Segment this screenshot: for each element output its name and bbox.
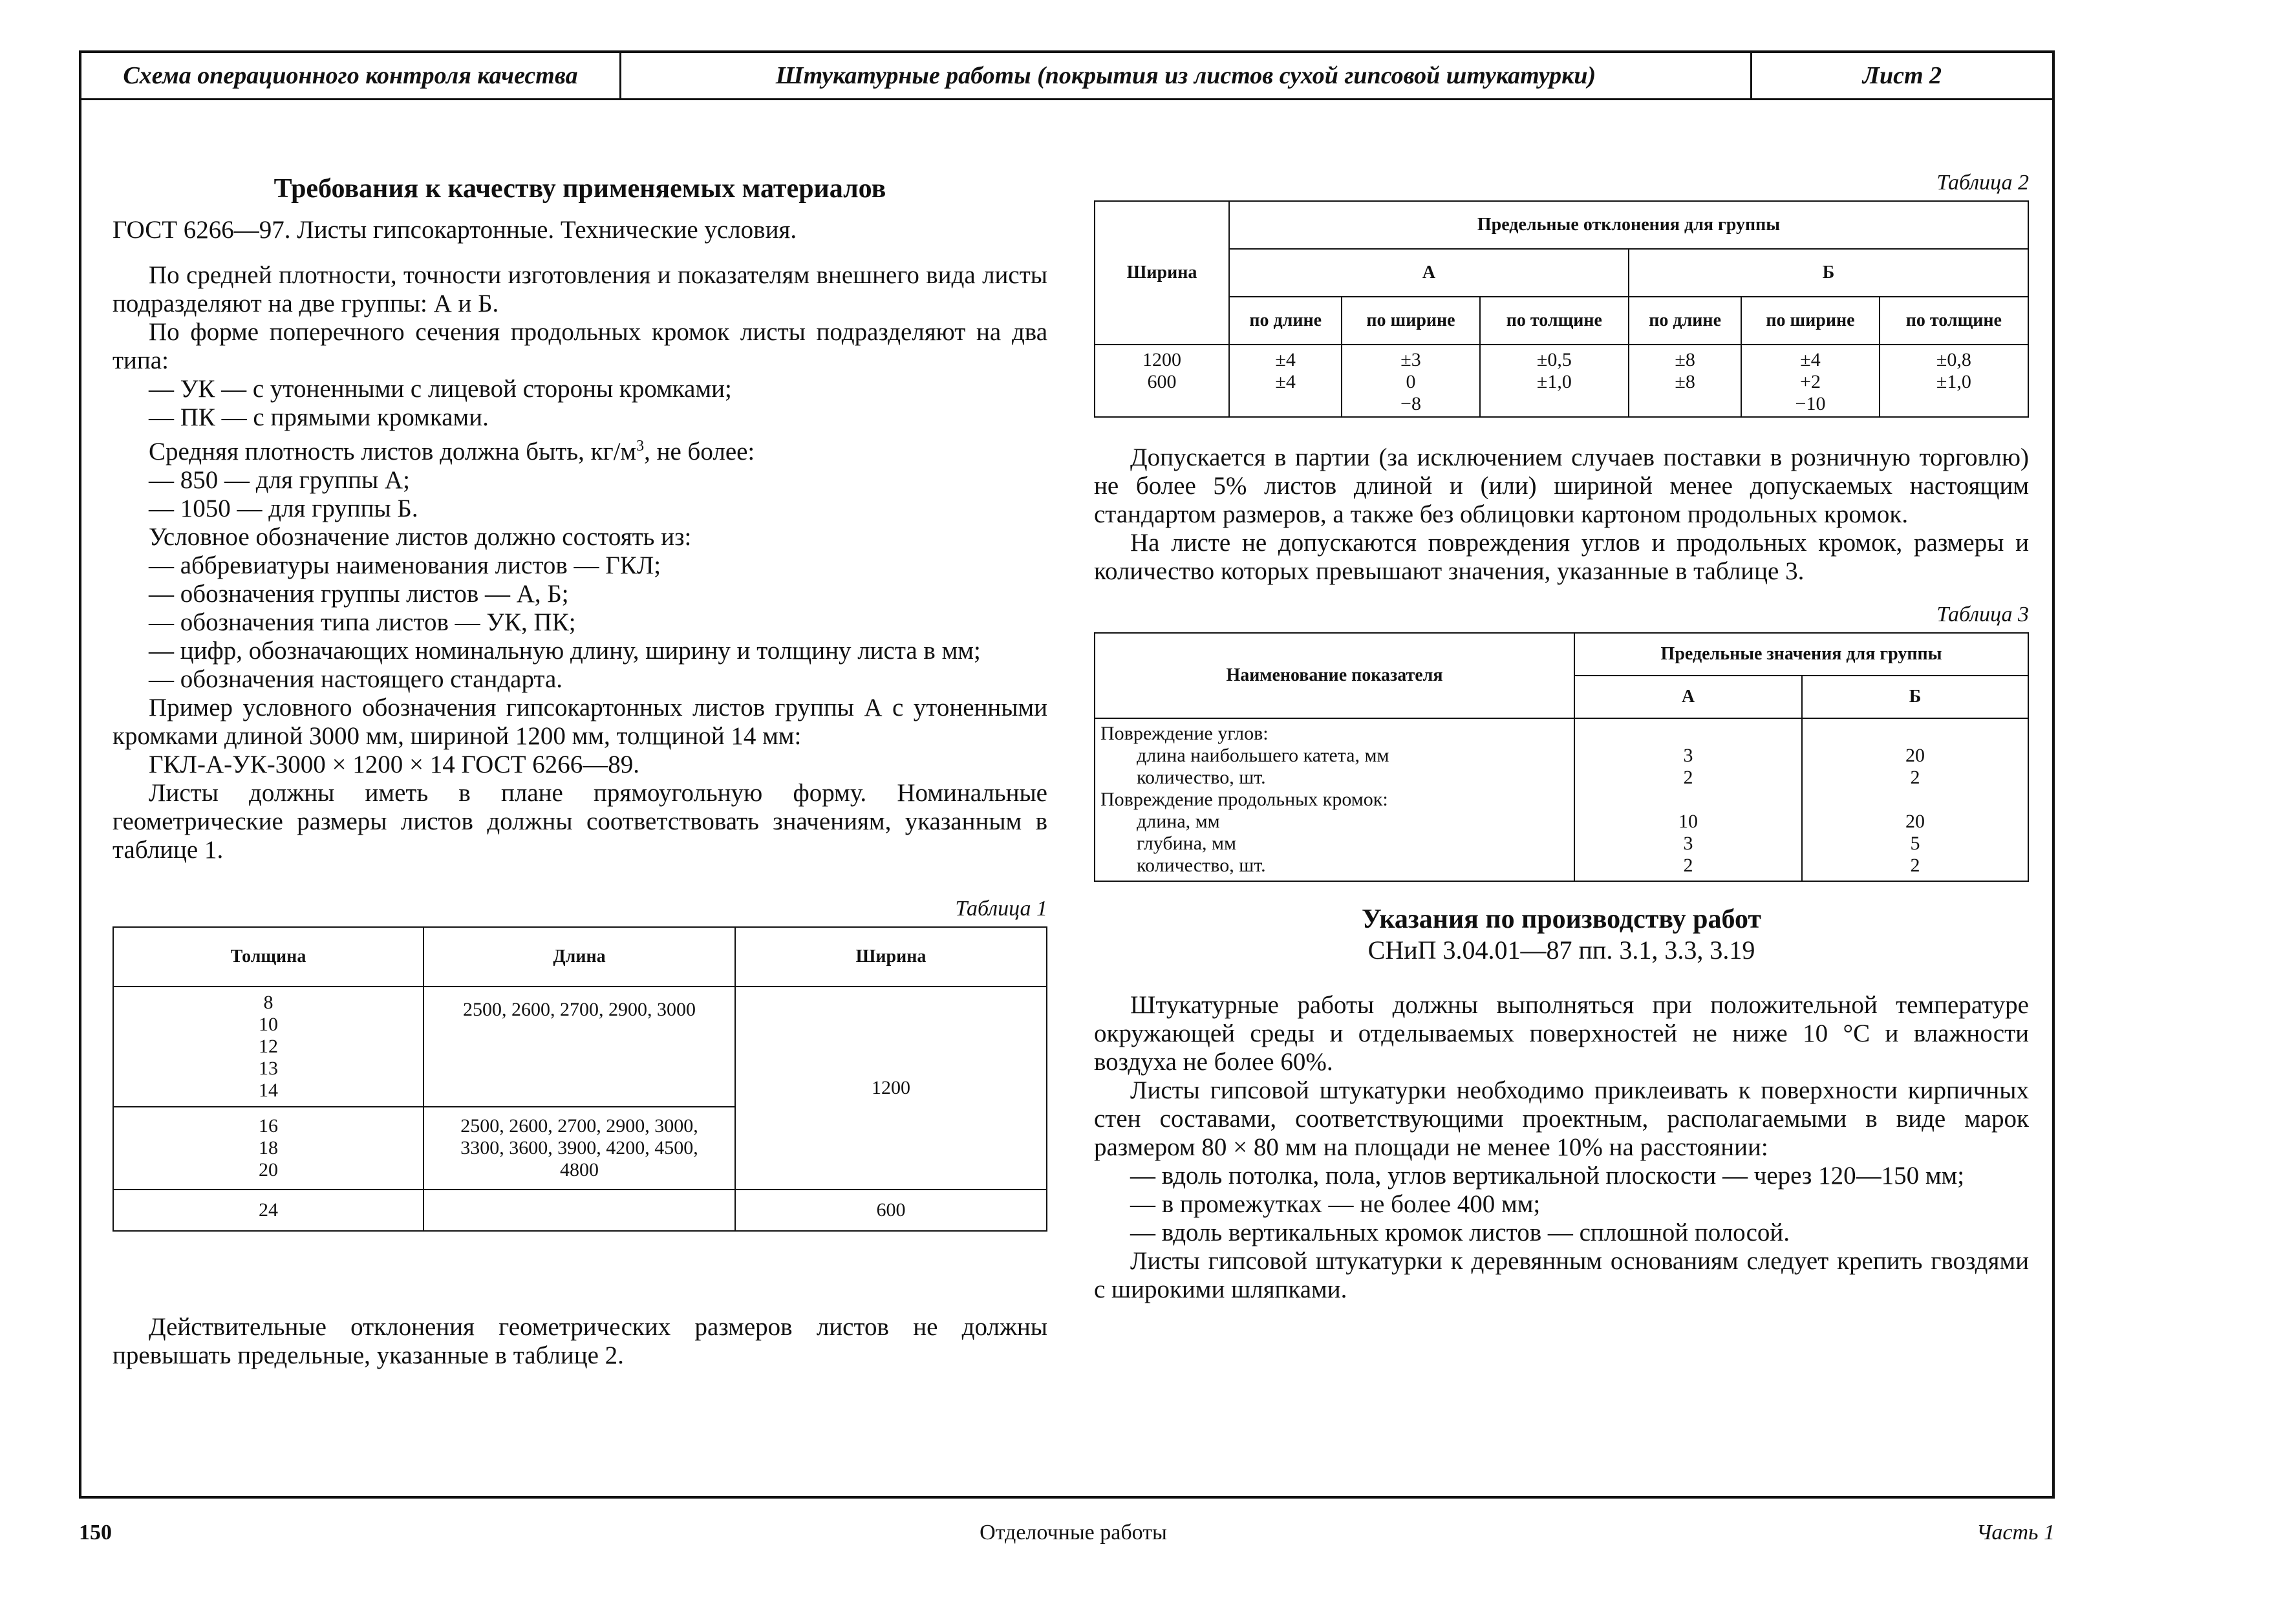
- list-abbr: — аббревиатуры наименования листов — ГКЛ;: [149, 551, 661, 579]
- table2-cell: ±0,8 ±1,0: [1880, 345, 2028, 417]
- table3-a: 3: [1683, 745, 1693, 766]
- table3-names: [1095, 718, 1574, 881]
- header-left: Схема операционного контроля качества: [81, 53, 621, 98]
- table2-cell: ±8 ±8: [1629, 345, 1741, 417]
- table1-caption: Таблица 1: [955, 897, 1047, 921]
- left-column: [113, 98, 1047, 1370]
- snip-reference: СНиП 3.04.01—87 пп. 3.1, 3.3, 3.19: [1367, 935, 1755, 965]
- table1: [113, 926, 1047, 1232]
- list-group: — обозначения группы листов — А, Б;: [149, 580, 569, 608]
- para-temperature: Штукатурные работы должны выполняться при положительной температуре окружающей среды и отделываемых поверхностей не ниже 10 °С и влажности воздуха не более 60%.: [1094, 991, 2029, 1076]
- table2-caption: Таблица 2: [1936, 171, 2029, 195]
- para-damage: На листе не допускаются повреждения углов и продольных кромок, размеры и количество которых превышают значения, указанные в таблице 3.: [1094, 529, 2029, 585]
- table2-sub: по толщине: [1480, 297, 1629, 345]
- table3-name: Повреждение продольных кромок:: [1100, 789, 1388, 810]
- list-standard: — обозначения настоящего стандарта.: [149, 665, 563, 693]
- table1-header-width: Ширина: [735, 927, 1047, 987]
- list-type: — обозначения типа листов — УК, ПК;: [149, 608, 576, 636]
- table1-cell: [423, 1190, 735, 1231]
- table3-col-b: [1802, 718, 2028, 881]
- table1-header-length: Длина: [423, 927, 735, 987]
- table1-cell: 24: [113, 1190, 423, 1231]
- footer-section: Отделочные работы: [980, 1521, 1167, 1544]
- list-1050: — 1050 — для группы Б.: [149, 495, 418, 522]
- right-column: [1094, 98, 2029, 1304]
- table3-b: 20: [1905, 745, 1925, 766]
- table2-sub: по ширине: [1741, 297, 1879, 345]
- table2-header-a: А: [1229, 249, 1629, 297]
- table3-a: 2: [1683, 767, 1693, 788]
- table3-b: [1803, 789, 2028, 811]
- table2: [1094, 200, 2029, 418]
- table2-sub: по толщине: [1880, 297, 2028, 345]
- table3-header-group: Предельные значения для группы: [1574, 633, 2028, 676]
- table3-header-name: Наименование показателя: [1095, 633, 1574, 718]
- header-center: Штукатурные работы (покрытия из листов сухой гипсовой штукатурки): [621, 53, 1752, 98]
- header-right: Лист 2: [1862, 62, 1942, 89]
- list-uk: — УК — с утоненными с лицевой стороны кромками;: [149, 375, 732, 403]
- table3: [1094, 632, 2029, 882]
- table1-cell: 8 10 12 13 14: [113, 987, 423, 1107]
- table3-name: глубина, мм: [1137, 833, 1237, 854]
- table3-b: 5: [1910, 833, 1920, 854]
- table1-cell: 1200: [735, 987, 1047, 1190]
- page-frame: [79, 50, 2055, 1499]
- table3-header-b: Б: [1802, 676, 2028, 718]
- table3-a: 2: [1683, 855, 1693, 876]
- table2-header-group: Предельные отклонения для группы: [1229, 201, 2028, 249]
- page-number: 150: [79, 1521, 112, 1544]
- table3-name: Повреждение углов:: [1100, 723, 1269, 744]
- footer-part: Часть 1: [1976, 1521, 2055, 1544]
- table3-col-a: [1574, 718, 1802, 881]
- table2-cell: ±3 0 −8: [1342, 345, 1479, 417]
- table2-header-width: Ширина: [1095, 201, 1229, 345]
- table3-name: количество, шт.: [1137, 855, 1266, 876]
- table2-cell: ±0,5 ±1,0: [1480, 345, 1629, 417]
- sheet-header: [81, 53, 2052, 100]
- table3-name: длина наибольшего катета, мм: [1137, 745, 1389, 766]
- materials-title: Требования к качеству применяемых материалов: [273, 174, 886, 204]
- production-title: Указания по производству работ: [1361, 904, 1762, 934]
- table1-cell: 2500, 2600, 2700, 2900, 3000, 3300, 3600, 3900, 4200, 4500, 4800: [423, 1107, 735, 1190]
- list-edges: — вдоль вертикальных кромок листов — сплошной полосой.: [1130, 1219, 1790, 1246]
- para-designation: Условное обозначение листов должно состоять из:: [149, 523, 692, 551]
- table2-cell: 1200 600: [1095, 345, 1229, 417]
- example-code: ГКЛ-А-УК-3000 × 1200 × 14 ГОСТ 6266—89.: [149, 751, 640, 778]
- para-types: По форме поперечного сечения продольных кромок листы подразделяют на два типа:: [113, 318, 1047, 374]
- list-digits: — цифр, обозначающих номинальную длину, ширину и толщину листа в мм;: [149, 637, 981, 665]
- table3-a: 10: [1678, 811, 1698, 832]
- table1-header-thickness: Толщина: [113, 927, 423, 987]
- table3-header-a: А: [1574, 676, 1802, 718]
- list-ceiling: — вдоль потолка, пола, углов вертикальной плоскости — через 120—150 мм;: [1130, 1162, 1965, 1190]
- table3-a: 3: [1683, 833, 1693, 854]
- table3-a: [1575, 723, 1801, 745]
- table3-b: [1803, 723, 2028, 745]
- para-density: Средняя плотность листов должна быть, $кг/м^3$, не более:: [149, 438, 755, 465]
- table3-b: 2: [1910, 767, 1920, 788]
- para-groups: По средней плотности, точности изготовления и показателям внешнего вида листы подразделяют на две группы: А и Б.: [113, 261, 1047, 317]
- para-deviations: Действительные отклонения геометрических размеров листов не должны превышать предельные, указанные в таблице 2.: [113, 1313, 1047, 1369]
- para-gluing: Листы гипсовой штукатурки необходимо приклеивать к поверхности кирпичных стен составами, соответствующими проектным, располагаемыми в виде марок размером 80 × 80 мм на площади не менее 10% на расстоянии:: [1094, 1076, 2029, 1161]
- table3-name: количество, шт.: [1137, 767, 1266, 788]
- para-nails: Листы гипсовой штукатурки к деревянным основаниям следует крепить гвоздями с широкими шляпками.: [1094, 1247, 2029, 1303]
- table1-cell: 2500, 2600, 2700, 2900, 3000: [423, 987, 735, 1107]
- para-example: Пример условного обозначения гипсокартонных листов группы А с утоненными кромками длиной 3000 мм, шириной 1200 мм, толщиной 14 мм:: [113, 694, 1047, 750]
- table2-sub: по ширине: [1342, 297, 1479, 345]
- table3-caption: Таблица 3: [1936, 603, 2029, 626]
- table2-cell: ±4 +2 −10: [1741, 345, 1879, 417]
- para-partial: Допускается в партии (за исключением случаев поставки в розничную торговлю) не более 5% листов длиной и (или) шириной менее допускаемых настоящим стандартом размеров, а также без облицовки картоном продольных кромок.: [1094, 443, 2029, 528]
- table3-b: 20: [1905, 811, 1925, 832]
- table1-cell: 16 18 20: [113, 1107, 423, 1190]
- table3-name: длина, мм: [1137, 811, 1220, 832]
- list-850: — 850 — для группы А;: [149, 466, 410, 494]
- list-gaps: — в промежутках — не более 400 мм;: [1130, 1190, 1541, 1218]
- gost-line: ГОСТ 6266—97. Листы гипсокартонные. Технические условия.: [113, 216, 797, 244]
- table2-sub: по длине: [1229, 297, 1342, 345]
- table1-cell: 600: [735, 1190, 1047, 1231]
- table2-cell: ±4 ±4: [1229, 345, 1342, 417]
- table2-header-b: Б: [1629, 249, 2028, 297]
- para-shape: Листы должны иметь в плане прямоугольную форму. Номинальные геометрические размеры листов должны соответствовать значениям, указанным в таблице 1.: [113, 779, 1047, 864]
- table3-a: [1575, 789, 1801, 811]
- table2-sub: по длине: [1629, 297, 1741, 345]
- list-pk: — ПК — с прямыми кромками.: [149, 403, 489, 431]
- table3-b: 2: [1910, 855, 1920, 876]
